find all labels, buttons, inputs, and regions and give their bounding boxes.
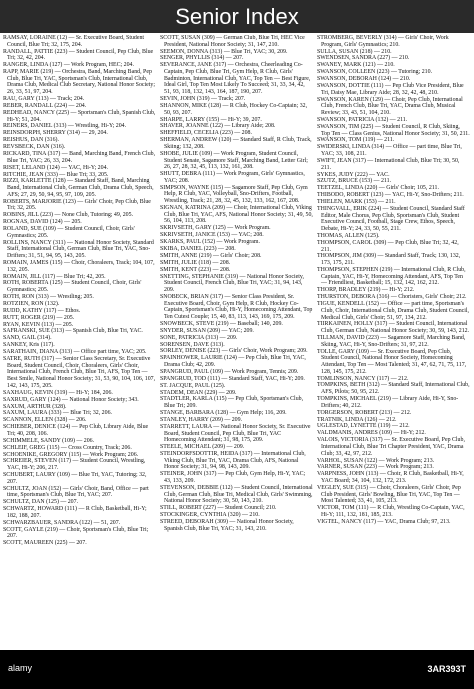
index-entry: SCHWARZBAUER, SANDRA (122) — 51, 207.: [3, 519, 121, 526]
index-entry: SAXHAUG, KEVIN (319) — Hi-Y; 184, 206.: [3, 389, 113, 396]
index-entry: VICTOR, TOM (111) — R Club, Wrestling Co-Captain, YAC, Hi-Y; 111, 132, 181, 185, 213.: [317, 505, 465, 518]
index-entry: RUDD, KATHY (117) — Ethos.: [3, 307, 81, 314]
index-column-1: [3, 35, 156, 647]
index-entry: REBER, RANDALL (224) — 204.: [3, 102, 87, 109]
index-entry: SNOWBECK, STEVE (219) — Baseball; 140, 209.: [160, 320, 283, 327]
index-entry: SENGER, PHYLLIS (314) — 207.: [160, 55, 244, 62]
index-entry: SAFRANSKI, SUE (313) — Spanish Club, Blue Tri, YAC.: [3, 328, 143, 335]
index-entry: STROMBERG, BEVERLY (314) — Girls' Choir, Work Program, Girls' Gymnastics; 210.: [317, 35, 449, 48]
index-entry: SWANSON, TIM (225) — Student Council, R Club, Skiing, Top Ten — Class Genius, National Honor Society; 31, 50, 211.: [317, 123, 470, 137]
index-entry: SATRE, RUTH (317) — Senior Class Secretary, Sr. Executive Board, Student Council, Choir, Choraleers, Girls' Choir, International Club, French Club, Blue Tri, AFS, Top Ten — Best Smile, National Honor Society; 31, 53, 90, 104, 106, 107, 142, 143, 175, 205.: [3, 356, 156, 389]
index-entry: TOLLE, GARY (109) — Sr. Executive Board, Pep Club, Student Council, National Honor Society, Homecoming Attendant, Top Ten — Most Talented; 31, 47, 62, 71, 75, 117, 128, 145, 175, 212.: [317, 348, 467, 375]
index-entry: SKIBA, DANIEL (223) — 208.: [160, 245, 236, 252]
index-entry: SNOBECK, BRIAN (317) — Senior Class President, Sr. Executive Board, Choir, Gym Help, R Club, Hockey Co-Captain, Sportsman's Club, Hi-Y, Homecoming Attendant, Top Ten Cutest Couple; 15, 40, 83, 113, 143, 169, 175, 209.: [160, 293, 313, 320]
index-entry: RIZZI, KARLETTE (128) — Standard Staff, Band, Marching Band, International Club, German Club, Drama Club, Speech, AFS; 27, 29, 50, 94, 95, 97, 109, 205.: [3, 178, 154, 198]
stock-image-id: 3AR393T: [427, 664, 466, 674]
index-entry: SWIFT, JEAN (317) — International Club, Blue Tri; 30, 50, 211.: [317, 157, 460, 171]
index-entry: VALDMANIS, ANDRES (109) — Hi-Y; 212.: [317, 430, 426, 437]
index-entry: SONE, PATRICIA (313) — 209.: [160, 334, 238, 341]
index-entry: RISET, LELAND (124) — YAC, Hi-Y; 204.: [3, 164, 108, 171]
index-entry: SCHIMMELE, SANDY (109) — 206.: [3, 437, 95, 444]
index-entry: TOMLINSON, NANCY (117) — 212.: [317, 375, 409, 382]
index-entry: REVSBECK, DAN (316).: [3, 144, 66, 151]
index-entry: THURSTON, DEBORA (316) — Choristers, Girls' Choir; 212.: [317, 294, 467, 301]
index-entry: REINSDORPH, SHERRY (314) — 29, 204.: [3, 130, 108, 137]
index-entry: THIELEN, MARK (153) — 211.: [317, 199, 396, 206]
index-entry: VEGLEY, SUE (315) — Choir, Choraleers, Girls' Choir, Pep Club President, Girls' Bowling, Blue Tri, YAC, Top Ten — Most Talented; 33, 41, 105, 213.: [317, 484, 461, 505]
page-title: Senior Index: [175, 4, 299, 29]
index-entry: SNETTING, STEPHANIE (319) — National Honor Society, Student Council, French Club, Blue Tri, YAC; 31, 94, 143, 209.: [160, 273, 304, 293]
stock-footer-bar: [0, 650, 474, 689]
index-entry: SMITH, ANNE (219) — Girls' Choir; 208.: [160, 252, 262, 259]
index-entry: TIIRKAINEN, HOLLY (317) — Student Council, International Club, German Club, National Honor Society; 30, 59, 143, 212.: [317, 321, 470, 335]
index-entry: SHUTT, DEBRA (111) — Work Program, Girls' Gymnastics, YAC; 208.: [160, 171, 305, 184]
index-entry: SIMPSON, WAYNE (115) — Sagamore Staff, Pep Club, Gym Help, R Club, YAC, Volleyball, Sno-Drifters, Football, Wrestling, Track; 21, 28, 32, 45, 132, 133, 162, 167, 208.: [160, 184, 308, 205]
index-entry: RANDALL, PATTIE (223) — Student Council, Pep Club, Blue Tri; 32, 42, 204.: [3, 48, 154, 62]
index-entry: THORP, BRADLEY (219) — Hi-Y; 212.: [317, 287, 415, 294]
index-entry: ROBINS, JILL (223) — None Club, Tutoring; 49, 205.: [3, 212, 134, 219]
index-entry: SWANSON, KAREN (129) — Choir, Pep Club, International Club, French Club, Blue Tri, YAC, Drama Club, Musical Review; 33, 43, 51, 104, 210.: [317, 96, 463, 117]
index-entry: ROBERTS, MARJORIE (123) — Girls' Choir, Pep Club, Blue Tri; 32, 205.: [3, 198, 151, 212]
index-entry: ROTZIEN, RON (132).: [3, 300, 60, 307]
index-entry: SORENSEN, DAVE (313).: [160, 341, 225, 348]
index-entry: SKRIVSETH, GARY (125) — Work Program.: [160, 225, 271, 232]
index-column-3: [317, 35, 470, 647]
title-bar: [0, 0, 474, 33]
index-entry: SZUTZ, BRUCE (153) — 211.: [317, 178, 392, 185]
index-entry: STEELE, MICHAEL (209) — 209.: [160, 444, 245, 451]
index-entry: SWANSON, DOTTIE (111) — Pep Club Vice President, Blue Tri, Daisy Mae, Library Aide; 28, 32, 42, 48, 210.: [317, 83, 464, 96]
index-entry: SPANGRUD, TOD (111) — Standard Staff, YAC, Hi-Y; 209.: [160, 375, 305, 382]
stock-logo: alamy: [8, 663, 33, 673]
index-entry: THOMPSON, CAROL (309) — Pep Club, Blue Tri; 32, 42, 211.: [317, 239, 459, 253]
index-entry: SMITH, JULIE (118) — 208.: [160, 259, 231, 266]
index-entry: SNYDER, SUSAN (209) — YAC; 209.: [160, 327, 254, 334]
index-entry: RUTT, ROGER (219) — 205.: [3, 314, 75, 321]
index-entry: VARPNESS, JOHN (113) — Choir, R Club, Basketball, Hi-Y, YAC Board; 34, 104, 132, 172, 213.: [317, 471, 464, 485]
index-entry: STANLEY, HARRY (209) — 209.: [160, 416, 242, 423]
index-entry: SMITH, KENT (223) — 208.: [160, 266, 231, 273]
index-entry: ROLAND, SUE (109) — Student Council, Choir, Girls' Gymnastics; 205.: [3, 226, 135, 239]
index-entry: ROGNAS, DAVID (124) — 205.: [3, 219, 82, 226]
index-entry: SCHOENIKE, GREGORY (115) — Work Program; 206.: [3, 451, 139, 458]
index-entry: SEVERANCE, JANE (317) — Orchestra, Cheerleading Co-Captain, Pep Club, Blue Tri, Gym Help, R Club, Girls' Badminton, International Club, YAC, Top Ten — Best Figure, Ideal Girl, Top Ten Most Likely To Succeed; 31, 33, 34, 42, 51, 93, 118, 132, 143, 164, 187, 190, 207.: [160, 62, 311, 96]
index-entry: REDHEAD, NANCY (225) — Sportsman's Club, Spanish Club, Hi-Y; 51, 204.: [3, 109, 156, 123]
index-entry: STADEM, DEAN (229) — 209.: [160, 389, 237, 396]
index-entry: SYKES, JUDY (222) — YAC.: [317, 171, 390, 178]
index-entry: SCOTT, GAYLE (219) — Choir, Sportsman's Club, Blue Tri; 207.: [3, 526, 149, 540]
index-entry: SAXUM, ARTHUR (328).: [3, 403, 67, 410]
index-entry: SHAVER, JOANNE (122) — Library Aide; 208.: [160, 123, 276, 130]
index-entry: STEVENSON, DEBBIE (112) — Student Council, International Club, German Club, Blue Tri, Medical Club, Girls' Swimming, National Honor Society; 30, 50, 143, 210.: [160, 484, 313, 505]
index-entry: SWANSON, PATRICIA (132) — 211.: [317, 116, 408, 123]
index-entry: REISHUS, DAN (316).: [3, 137, 59, 144]
index-entry: SEVIN, JOHN (319) — Track; 207.: [160, 96, 246, 103]
index-entry: TOMPKINS, MICHAEL (219) — Library Aide, Hi-Y, Sno-Drifters; 40, 212.: [317, 396, 459, 409]
index-entry: SHARPE, LARRY (155) — Hi-Y; 39, 207.: [160, 116, 262, 123]
index-entry: VALOIS, VICTORIA (317) — Sr. Executive Board, Pep Club, International Club, Blue Tri Chapter President, YAC, Drama Club; 33, 42, 97, 212.: [317, 437, 465, 457]
index-entry: SCHWARTZ, HOWARD (111) — R Club, Basketball, Hi-Y; 182, 188, 207.: [3, 506, 147, 519]
index-entry: SCHULTZ, JOAN (152) — Girls' Choir, Band, Office — part time, Sportsman's Club, Blue Tri, YAC; 207.: [3, 485, 149, 499]
index-entry: THOMPSON, STEPHEN (219) — International Club, R Club, Captain, YAC, Hi-Y, Homecoming Attendant, AFS, Top Ten — Friendliest, Basketball; 15, 132, 142, 162, 212.: [317, 267, 466, 287]
index-entry: ROMAIN, JAMES (115) — Choir, Choraleers, Track; 104, 107, 132, 205.: [3, 259, 155, 273]
index-entry: SWANSON, COLLEEN (223) — Tutoring; 210.: [317, 69, 433, 76]
index-entry: SCANNON, ELLEN (328) — 206.: [3, 417, 87, 424]
index-entry: SKARKS, PAUL (152) — Work Program.: [160, 239, 260, 246]
index-entry: SWENDSEN, SANDRA (227) — 210.: [317, 55, 410, 62]
index-entry: ST. JACQUE, PAUL (125).: [160, 382, 226, 389]
index-entry: SHOBE, JULIE (109) — Work Program, Student Council, Student Senate, Sagamore Staff, Marching Band, Letter Girl; 26, 27, 28, 32, 45, 113, 132, 161, 208.: [160, 150, 308, 171]
index-entry: STILL, ROBERT (227) — Student Council; 210.: [160, 505, 277, 512]
index-entry: RAMSAY, LORAINE (12) — Sr. Executive Board, Student Council, Blue Tri; 32, 175, 204.: [3, 35, 145, 48]
index-entry: SWANEY, MARK (121) — 210.: [317, 62, 395, 69]
index-entry: VARHOL, SUSAN (122) — Work Program; 213.: [317, 457, 435, 464]
index-entry: ROTH, ROBERTA (125) — Student Council, Choir, Girls' Gymnastics; 205.: [3, 280, 142, 294]
index-entry: STADTLER, KARLA (115) — Pep Club, Sportsman's Club, Blue Tri; 209.: [160, 396, 304, 410]
index-entry: SCHULTZ, DAN (125) — 207.: [3, 499, 79, 506]
index-entry: ROMAIN, JILL (117) — Blue Tri; 42, 205.: [3, 273, 106, 280]
index-entry: SKRIVSETH, JANICE (153) — YAC; 208.: [160, 232, 264, 239]
index-entry: SAND, GAIL (314).: [3, 335, 52, 342]
index-entry: RICKARD, TINA (317) — Band, Marching Band, French Club, Blue Tri, YAC; 26, 33, 204.: [3, 151, 156, 164]
index-column-2: [160, 35, 313, 647]
index-entry: TILLMAN, DAVID (223) — Sagamore Staff, Marching Band, Skiing, YAC, Hi-Y, Sno-Drifters; 31, 97, 212.: [317, 335, 466, 348]
index-entry: SIGNAN, KATRINA (209) — Choir, International Club, Viking Club, Blue Tri, YAC, AFS, National Honor Society; 31, 49, 50, 56, 104, 113, 208.: [160, 205, 313, 225]
index-entry: RYAN, KEVIN (113) — 205.: [3, 321, 74, 328]
index-entry: SAXUM, LAURA (333) — Blue Tri; 32, 206.: [3, 410, 112, 417]
index-entry: SCOTT, MAUREEN (225) — 207.: [3, 540, 87, 547]
index-entry: RITCHIE, JEAN (333) — Blue Tri; 33, 205.: [3, 171, 109, 178]
index-entry: STANGE, BARBARA (128) — Gym Help; 116, 209.: [160, 410, 287, 417]
index-entry: SPANGRUD, PAUL (109) — Work Program, Tennis; 209.: [160, 368, 299, 375]
index-entry: STREED, DEBORAH (309) — National Honor Society, Spanish Club, Blue Tri, YAC; 31, 143, 210.: [160, 518, 294, 532]
index-entry: VARNER, SUSAN (223) — Work Program; 213.: [317, 464, 434, 471]
index-entry: VIGTEL, NANCY (117) — YAC, Drama Club; 97, 213.: [317, 518, 451, 525]
index-entry: SWANSON, DEBORAH (124) — 210.: [317, 76, 411, 83]
index-entry: SPAINHOWER, LAURIE (124) — Pep Club, Blue Tri, YAC, Drama Club; 42, 209.: [160, 355, 306, 368]
index-entry: SULLA, SUSAN (218) — 210.: [317, 48, 392, 55]
index-entry: TEETZEL, LINDA (220) — Girls' Choir; 105, 211.: [317, 185, 439, 192]
index-entry: SHERMAN, ANDREW (120) — Standard Staff, R Club, Track, Skiing; 132, 208.: [160, 137, 312, 150]
index-entry: SEEMON, DONNA (313) — Blue Tri, YAC; 30, 209.: [160, 48, 288, 55]
index-entry: REINERS, DANIEL (313) — Wrestling, Hi-Y; 204.: [3, 123, 127, 130]
index-entry: STARRETT, LAURA — National Honor Society, Sr. Executive Board, Student Council, Pep Club, Blue Tri, YAC Homecoming Attendant; 31, 98, 175, 209.: [160, 423, 311, 444]
index-entry: SANKEY, Kris (117).: [3, 342, 55, 349]
index-entry: SCOTT, SUSAN (309) — German Club, Blue Tri, HEC Vice President, National Honor Society; 31, 147, 210.: [160, 35, 305, 48]
index-entry: SWIDERSKI, LINDA (314) — Office — part time, Blue Tri, YAC; 33, 108, 211.: [317, 144, 462, 158]
index-entry: TORGERSON, ROBERT (213) — 212.: [317, 409, 412, 416]
index-entry: RAU, GARY (113) — Track; 204.: [3, 96, 85, 103]
index-entry: TRATNIK, LINDA (126) — 212.: [317, 416, 397, 423]
index-entry: ROTH, RON (313) — Wrestling; 205.: [3, 294, 94, 301]
index-entry: SARATHAIN, DIANA (313) — Office part time, YAC; 205.: [3, 349, 147, 356]
index-entry: ROLLINS, NANCY (311) — National Honor Society, Standard Staff, International Club, German Club, Blue Tri, YAC, Sno-Drifters; 31, 51, 94, 95, 143, 205.: [3, 239, 154, 260]
index-entry: TIGUE, KENDELL (152) — Office — part time, Sportsman's Club, Choir, International Club, Drama Club, Student Council, Medical Club, Girls' Choir; 51, 97, 134, 212.: [317, 301, 469, 321]
index-entry: STEINER, JOHN (317) — Pep Club, Gym Help, Hi-Y, YAC; 43, 133, 209.: [160, 471, 306, 485]
index-entry: SCHLEIF, GREG (115) — Cross Country, Track; 206.: [3, 444, 132, 451]
index-entry: TOMPKINS, BETH (312) — Standard Staff, International Club, AFS, Pilots; 50, 95, 212.: [317, 382, 470, 396]
index-entry: THIBODO, ROBERT (123) — YAC, Hi-Y, Sno-Drifters; 211.: [317, 192, 464, 199]
index-entry: THINGVALL, ERIK (224) — Student Council, Standard Staff Editor, Male Chorus, Pep Club, Sportsman's Club, Student Executive Council, Football, Stage Crew, Ethos, Speech, Debate, Hi-Y; 24, 33, 50, 55, 211.: [317, 205, 465, 233]
index-entry: STOCKINGER, CYNTHIA (320) — 210.: [160, 512, 260, 519]
index-entry: SORLEY, DENISE (223) — Girls' Choir, Work Program; 209.: [160, 348, 308, 355]
index-entry: SHANNON, MIKE (128) — R Club, Hockey Co-Captain; 32, 50, 93, 207.: [160, 102, 308, 116]
index-entry: SCHREIER, STEVEN (117) — Student Council, Wrestling, YAC, Hi-Y; 206, 217.: [3, 458, 146, 472]
index-entry: SAXRUD, GARY (124) — National Honor Society; 343.: [3, 396, 139, 403]
index-entry: UGLESTAD, LYNETTE (119) — 212.: [317, 423, 410, 430]
index-columns: [3, 35, 471, 647]
index-entry: STEINDORFSDOTTIR, HEIDA (317) — International Club, Viking Club, Blue Tri, YAC, Drama Club, AFS, National Honor Society; 31, 94, 98, 143, 209.: [160, 451, 306, 471]
index-entry: SCHUBERT, LAURY (109) — Blue Tri, YAC, Tutoring; 32, 207.: [3, 472, 147, 485]
index-entry: THOMAS, ALLEN (125).: [317, 232, 380, 239]
index-entry: THOMPSON, JIM (309) — Standard Staff, Track; 130, 132, 173, 175, 211.: [317, 253, 461, 267]
index-entry: SCHIEBER, DENICE (124) — Pep Club, Library Aide, Blue Tri; 40, 208, 106.: [3, 424, 149, 437]
index-entry: SWANSON, TOM (119) — 211.: [317, 137, 395, 144]
index-entry: RAPP, MARIE (219) — Orchestra, Band, Marching Band, Pep Club, Blue Tri, YAC, Sportsman's Club, International Club, Drama Club, Medical Club Secretary, National Honor Society; 26, 33, 51, 97, 204.: [3, 69, 155, 96]
index-entry: SHEFFIELD, CECELIA (223) — 208.: [160, 130, 252, 137]
index-entry: RANGER, LINDA (127) — Work Program, HEC; 204.: [3, 62, 134, 69]
